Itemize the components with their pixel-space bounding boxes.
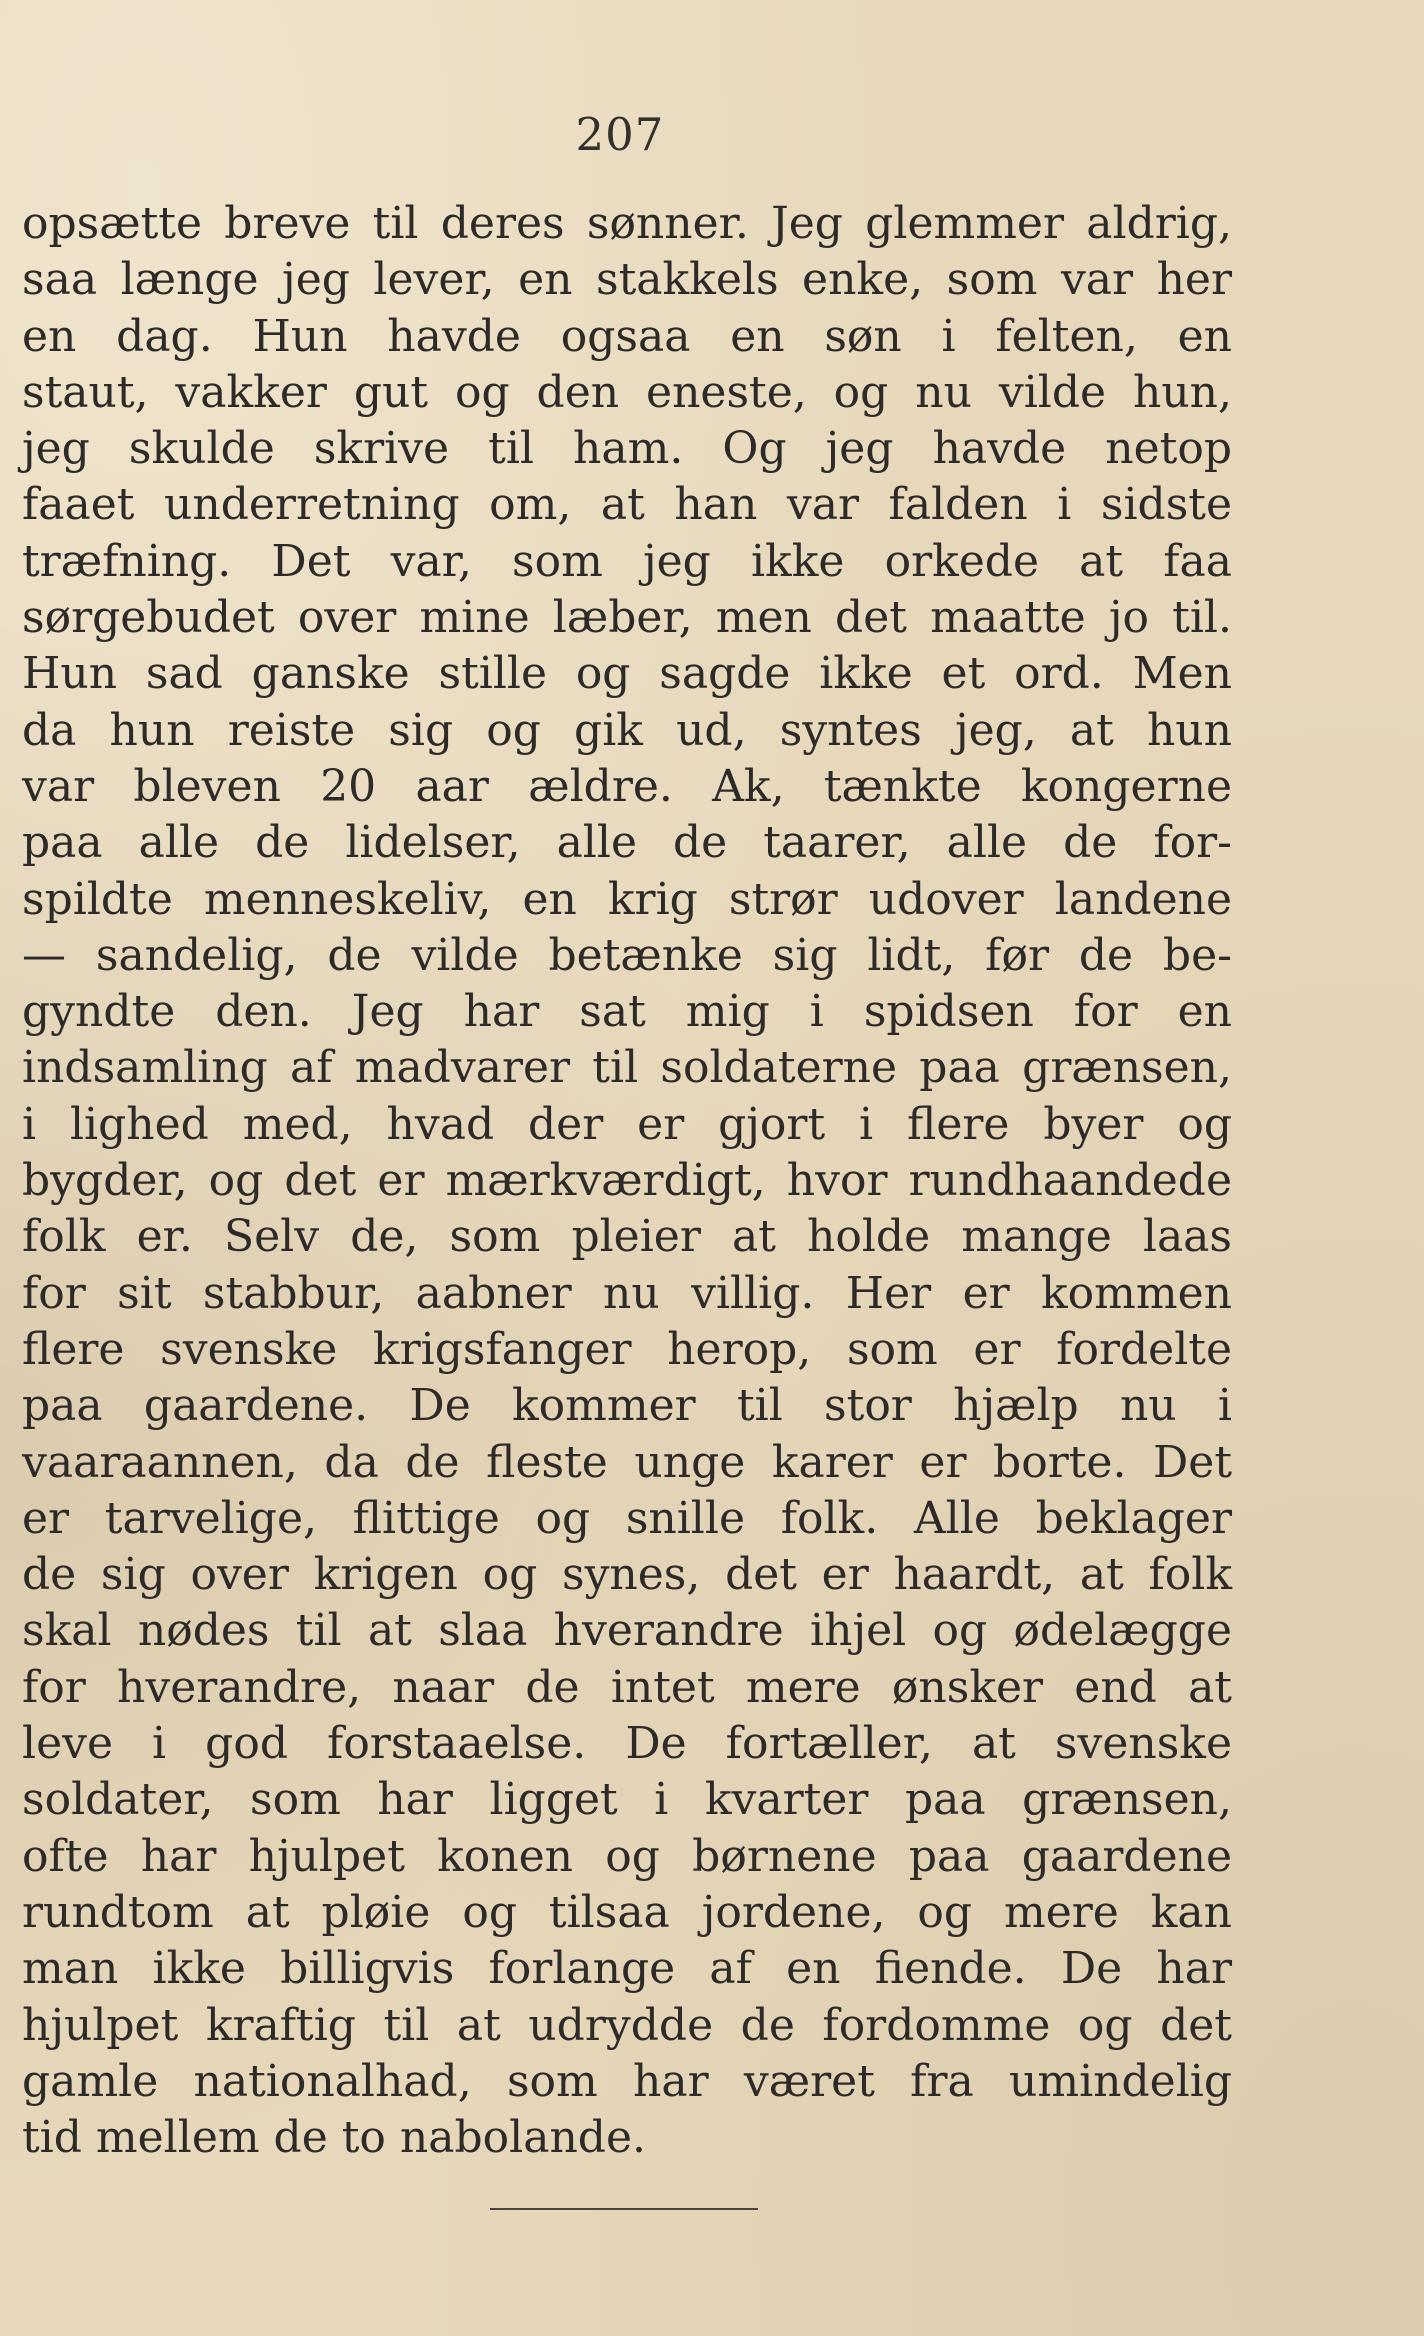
text-line: for hverandre, naar de intet mere ønsker end at [22, 1661, 1232, 1713]
end-rule-divider [490, 2208, 758, 2210]
text-line: træfning. Det var, som jeg ikke orkede at faa [22, 535, 1232, 587]
text-line: — sandelig, de vilde betænke sig lidt, før de be- [22, 929, 1232, 981]
text-line: var bleven 20 aar ældre. Ak, tænkte kongerne [22, 760, 1232, 812]
text-line: indsamling af madvarer til soldaterne paa grænsen, [22, 1042, 1232, 1094]
text-line: man ikke billigvis forlange af en fiende. De har [22, 1943, 1232, 1995]
text-line: opsætte breve til deres sønner. Jeg glemmer aldrig, [22, 198, 1232, 249]
text-line: soldater, som har ligget i kvarter paa grænsen, [22, 1774, 1232, 1826]
text-line: folk er. Selv de, som pleier at holde mange laas [22, 1211, 1232, 1263]
text-line: staut, vakker gut og den eneste, og nu vilde hun, [22, 366, 1232, 418]
text-line: gyndte den. Jeg har sat mig i spidsen for en [22, 986, 1232, 1038]
text-line: faaet underretning om, at han var falden i sidste [22, 479, 1232, 531]
text-line: jeg skulde skrive til ham. Og jeg havde netop [22, 423, 1232, 475]
body-text [22, 196, 1232, 2166]
text-line: hjulpet kraftig til at udrydde de fordomme og det [22, 1999, 1232, 2051]
text-line: da hun reiste sig og gik ud, syntes jeg, at hun [22, 704, 1232, 756]
text-line: paa alle de lidelser, alle de taarer, alle de for- [22, 817, 1232, 869]
text-line: skal nødes til at slaa hverandre ihjel og ødelægge [22, 1605, 1232, 1657]
text-line: i lighed med, hvad der er gjort i flere byer og [22, 1098, 1232, 1150]
text-line: er tarvelige, flittige og snille folk. Alle beklager [22, 1492, 1232, 1544]
text-line: flere svenske krigsfanger herop, som er fordelte [22, 1323, 1232, 1375]
text-line: paa gaardene. De kommer til stor hjælp nu i [22, 1380, 1232, 1432]
text-line: saa længe jeg lever, en stakkels enke, som var her [22, 254, 1232, 306]
text-line: sørgebudet over mine læber, men det maatte jo til. [22, 592, 1232, 644]
text-line: de sig over krigen og synes, det er haardt, at folk [22, 1549, 1232, 1601]
text-line-last: tid mellem de to nabolande. [22, 2112, 646, 2164]
text-line: for sit stabbur, aabner nu villig. Her er kommen [22, 1267, 1232, 1319]
text-line: rundtom at pløie og tilsaa jordene, og mere kan [22, 1886, 1232, 1938]
text-line: leve i god forstaaelse. De fortæller, at svenske [22, 1718, 1232, 1770]
text-line: gamle nationalhad, som har været fra umindelig [22, 2055, 1232, 2107]
text-line: en dag. Hun havde ogsaa en søn i felten, en [22, 310, 1232, 362]
text-line: ofte har hjulpet konen og børnene paa gaardene [22, 1830, 1232, 1882]
text-line: vaaraannen, da de fleste unge karer er borte. Det [22, 1436, 1232, 1488]
text-line: spildte menneskeliv, en krig strør udover landene [22, 873, 1232, 925]
text-line: Hun sad ganske stille og sagde ikke et ord. Men [22, 648, 1232, 700]
page-number: 207 [575, 108, 665, 161]
text-line: bygder, og det er mærkværdigt, hvor rundhaandede [22, 1155, 1232, 1207]
